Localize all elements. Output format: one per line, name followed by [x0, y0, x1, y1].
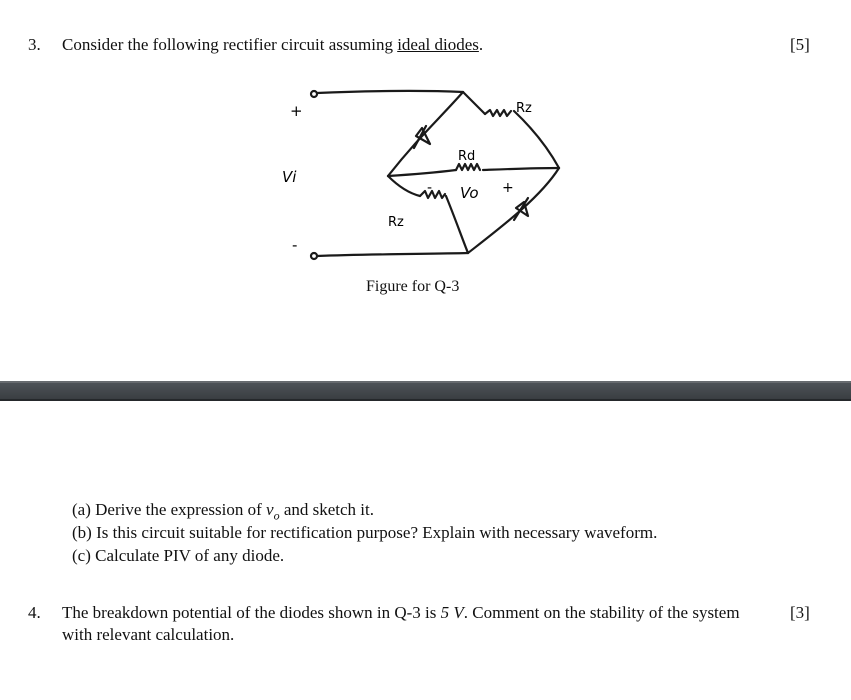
branch-middle-a: [388, 170, 456, 176]
rectifier-circuit-figure: [270, 78, 590, 268]
q4-line1-after: . Comment on the stability of the system: [463, 603, 740, 622]
q3-ideal-diodes-link: ideal diodes: [397, 35, 479, 54]
page-divider: [0, 381, 851, 401]
label-vo-minus: -: [427, 180, 433, 196]
label-vo-plus: +: [502, 180, 514, 196]
branch-middle-b: [483, 168, 559, 170]
label-vo: Vo: [460, 184, 479, 202]
branch-left-bottom-a: [388, 176, 420, 196]
wire-top: [317, 91, 463, 93]
branch-top-right-a: [463, 92, 485, 114]
resistor-rd: [456, 164, 480, 170]
q3-text-after: .: [478, 35, 484, 54]
q3-number: 3.: [28, 35, 41, 54]
figure-caption: Figure for Q-3: [366, 278, 460, 295]
part-c: (c) Calculate PIV of any diode.: [72, 546, 285, 565]
label-rd: Rd: [458, 149, 476, 164]
q3-text-before: Consider the following rectifier circuit assuming: [62, 35, 398, 54]
part-a-var: v: [266, 500, 274, 519]
label-rz-left: Rz: [388, 215, 404, 230]
label-vi: Vi: [282, 168, 297, 186]
q4-line2: with relevant calculation.: [62, 625, 235, 644]
label-minus: -: [292, 236, 298, 254]
q4-number: 4.: [28, 603, 41, 622]
resistor-rz-left: [420, 191, 445, 198]
q4-breakdown-value: 5 V: [440, 603, 464, 622]
resistor-rz-top: [485, 110, 511, 116]
diode-right-icon: [514, 198, 528, 220]
label-rz-top: Rz: [516, 101, 532, 116]
branch-top-right-b: [514, 111, 559, 168]
part-b: (b) Is this circuit suitable for rectification purpose? Explain with necessary waveform.: [72, 523, 658, 542]
branch-left-bottom-b: [446, 196, 468, 253]
q4-marks: [3]: [790, 603, 810, 622]
wire-bottom: [317, 253, 468, 256]
label-plus: +: [290, 102, 303, 120]
q3-marks: [5]: [790, 35, 810, 54]
part-a-suffix: and sketch it.: [279, 500, 374, 519]
part-a-prefix: (a) Derive the expression of: [72, 500, 267, 519]
q4-line1: [62, 602, 740, 624]
input-terminal-top: [311, 91, 317, 97]
q4-line1-before: The breakdown potential of the diodes shown in Q-3 is: [62, 603, 441, 622]
part-a-sub: o: [273, 508, 280, 523]
q3-text: [62, 34, 483, 56]
